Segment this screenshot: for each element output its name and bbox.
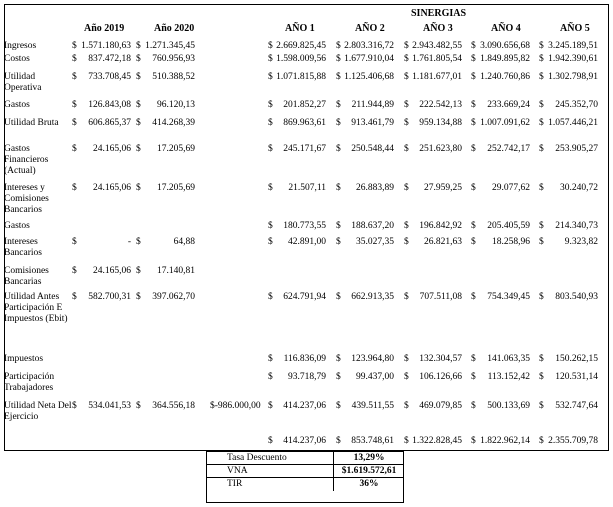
cell-a1: 414.237,06 bbox=[283, 436, 326, 446]
cell-a4: 29.077,62 bbox=[492, 183, 530, 193]
currency-symbol: $ bbox=[336, 144, 341, 154]
cell-y2019: 24.165,06 bbox=[93, 144, 131, 154]
cell-a4: 754.349,45 bbox=[487, 292, 530, 302]
currency-symbol: $ bbox=[136, 183, 141, 193]
cell-a1: 180.773,55 bbox=[283, 221, 326, 231]
cell-a3: 132.304,57 bbox=[419, 354, 462, 364]
cell-a3: 1.322.828,45 bbox=[412, 436, 462, 446]
cell-a3: 1.761.805,54 bbox=[412, 54, 462, 64]
currency-symbol: $ bbox=[336, 292, 341, 302]
currency-symbol: $ bbox=[72, 401, 77, 411]
cell-a3: 469.079,85 bbox=[419, 401, 462, 411]
currency-symbol: $ bbox=[336, 54, 341, 64]
currency-symbol: $ bbox=[404, 354, 409, 364]
cell-a4: 3.090.656,68 bbox=[480, 41, 530, 51]
currency-symbol: $ bbox=[268, 183, 273, 193]
cell-a5: 3.245.189,51 bbox=[548, 41, 598, 51]
currency-symbol: $ bbox=[268, 401, 273, 411]
currency-symbol: $ bbox=[268, 292, 273, 302]
currency-symbol: $ bbox=[404, 41, 409, 51]
currency-symbol: $ bbox=[336, 401, 341, 411]
cell-a4: 252.742,17 bbox=[487, 144, 530, 154]
currency-symbol: $ bbox=[336, 100, 341, 110]
row-label: Utilidad Antes Participación E Impuestos (Ebit) bbox=[4, 292, 68, 324]
cell-y2020: 760.956,93 bbox=[152, 54, 195, 64]
cell-a5: 1.942.390,61 bbox=[548, 54, 598, 64]
currency-symbol: $ bbox=[268, 237, 273, 247]
cell-a3: 251.623,80 bbox=[419, 144, 462, 154]
currency-symbol: $ bbox=[404, 100, 409, 110]
currency-symbol: $ bbox=[471, 354, 476, 364]
cell-a2: 662.913,35 bbox=[351, 292, 394, 302]
cell-y2020: 17.205,69 bbox=[157, 183, 195, 193]
currency-symbol: $ bbox=[136, 144, 141, 154]
currency-symbol: $ bbox=[72, 72, 77, 82]
currency-symbol: $ bbox=[268, 354, 273, 364]
cell-a2: 1.677.910,04 bbox=[344, 54, 394, 64]
currency-symbol: $ bbox=[539, 237, 544, 247]
cell-a5: 1.302.798,91 bbox=[548, 72, 598, 82]
cell-y2019: 24.165,06 bbox=[93, 183, 131, 193]
cell-y2020: 1.271.345,45 bbox=[145, 41, 195, 51]
currency-symbol: $ bbox=[336, 118, 341, 128]
cell-a2: 123.964,80 bbox=[351, 354, 394, 364]
currency-symbol: $ bbox=[268, 221, 273, 231]
summary-value: 13,29% bbox=[353, 453, 385, 463]
cell-a2: 188.637,20 bbox=[351, 221, 394, 231]
currency-symbol: $ bbox=[136, 54, 141, 64]
currency-symbol: $ bbox=[336, 183, 341, 193]
summary-row-discount bbox=[207, 451, 403, 465]
summary-value: $1.619.572,61 bbox=[341, 466, 397, 476]
summary-label: Tasa Descuento bbox=[227, 453, 287, 463]
currency-symbol: $ bbox=[539, 372, 544, 382]
currency-symbol: $ bbox=[404, 72, 409, 82]
cell-a2: 913.461,79 bbox=[351, 118, 394, 128]
currency-symbol: $ bbox=[539, 183, 544, 193]
cell-y2019: 1.571.180,63 bbox=[81, 41, 131, 51]
currency-symbol: $ bbox=[539, 54, 544, 64]
summary-row-vna bbox=[207, 464, 403, 478]
summary-row-tir bbox=[207, 477, 403, 491]
summary-box bbox=[206, 451, 404, 503]
currency-symbol: $ bbox=[471, 237, 476, 247]
currency-symbol: $ bbox=[336, 72, 341, 82]
currency-symbol: $ bbox=[336, 221, 341, 231]
currency-symbol: $ bbox=[72, 41, 77, 51]
cell-y2020: 96.120,13 bbox=[157, 100, 195, 110]
currency-symbol: $ bbox=[404, 401, 409, 411]
cell-a3: 27.959,25 bbox=[424, 183, 462, 193]
currency-symbol: $ bbox=[404, 292, 409, 302]
cell-y2019: 534.041,53 bbox=[88, 401, 131, 411]
currency-symbol: $ bbox=[404, 372, 409, 382]
cell-a5: 30.240,72 bbox=[560, 183, 598, 193]
currency-symbol: $ bbox=[471, 436, 476, 446]
cell-y2020: 17.205,69 bbox=[157, 144, 195, 154]
currency-symbol: $ bbox=[404, 237, 409, 247]
row-label: Utilidad Operativa bbox=[4, 72, 42, 93]
cell-a5: 1.057.446,21 bbox=[548, 118, 598, 128]
row-label: Utilidad Neta Del Ejercicio bbox=[4, 401, 72, 422]
currency-symbol: $ bbox=[539, 436, 544, 446]
cell-a1: 2.669.825,45 bbox=[276, 41, 326, 51]
cell-a1: 21.507,11 bbox=[288, 183, 326, 193]
currency-symbol: $ bbox=[336, 436, 341, 446]
cell-a5: 214.340,73 bbox=[555, 221, 598, 231]
currency-symbol: $ bbox=[471, 41, 476, 51]
cell-a3: 2.943.482,55 bbox=[412, 41, 462, 51]
currency-symbol: $ bbox=[136, 401, 141, 411]
cell-a3: 959.134,88 bbox=[419, 118, 462, 128]
currency-symbol: $ bbox=[539, 118, 544, 128]
cell-a5: 803.540,93 bbox=[555, 292, 598, 302]
row-label: Intereses Bancarios bbox=[4, 237, 42, 258]
currency-symbol: $ bbox=[471, 372, 476, 382]
cell-a3: 707.511,08 bbox=[419, 292, 462, 302]
cell-a4: 500.133,69 bbox=[487, 401, 530, 411]
cell-a1: 1.071.815,88 bbox=[276, 72, 326, 82]
currency-symbol: $ bbox=[471, 221, 476, 231]
currency-symbol: $ bbox=[336, 354, 341, 364]
currency-symbol: $ bbox=[471, 183, 476, 193]
currency-symbol: $ bbox=[136, 72, 141, 82]
currency-symbol: $ bbox=[539, 41, 544, 51]
currency-symbol: $ bbox=[404, 118, 409, 128]
row-label: Gastos bbox=[4, 100, 30, 110]
currency-symbol: $ bbox=[539, 354, 544, 364]
currency-symbol: $ bbox=[72, 237, 77, 247]
cell-a2: 439.511,55 bbox=[351, 401, 394, 411]
cell-y2020: 17.140,81 bbox=[157, 266, 195, 276]
header-ano-2: AÑO 2 bbox=[355, 23, 385, 34]
currency-symbol: $ bbox=[136, 292, 141, 302]
row-label: Participación Trabajadores bbox=[4, 372, 55, 393]
currency-symbol: $ bbox=[136, 118, 141, 128]
cell-a3: 26.821,63 bbox=[424, 237, 462, 247]
cell-a2: 99.437,00 bbox=[356, 372, 394, 382]
cell-a2: 1.125.406,68 bbox=[344, 72, 394, 82]
currency-symbol: $ bbox=[72, 54, 77, 64]
cell-a1: 245.171,67 bbox=[283, 144, 326, 154]
currency-symbol: $ bbox=[539, 144, 544, 154]
summary-value: 36% bbox=[359, 479, 379, 489]
currency-symbol: $ bbox=[471, 54, 476, 64]
cell-a1: 42.891,00 bbox=[288, 237, 326, 247]
currency-symbol: $ bbox=[268, 118, 273, 128]
cell-y2019: 733.708,45 bbox=[88, 72, 131, 82]
cell-y2020: 364.556,18 bbox=[152, 401, 195, 411]
cell-a4: 1.849.895,82 bbox=[480, 54, 530, 64]
cell-a4: 113.152,42 bbox=[487, 372, 530, 382]
currency-symbol: $ bbox=[136, 237, 141, 247]
currency-symbol: $ bbox=[268, 144, 273, 154]
cell-a2: 211.944,89 bbox=[351, 100, 394, 110]
currency-symbol: $ bbox=[471, 72, 476, 82]
row-label: Ingresos bbox=[4, 41, 37, 51]
currency-symbol: $ bbox=[268, 41, 273, 51]
currency-symbol: $ bbox=[72, 118, 77, 128]
cell-a2: 35.027,35 bbox=[356, 237, 394, 247]
row-label: Comisiones Bancarias bbox=[4, 266, 49, 287]
header-ano-5: AÑO 5 bbox=[560, 23, 590, 34]
header-year-2020: Año 2020 bbox=[154, 23, 195, 34]
currency-symbol: $ bbox=[136, 100, 141, 110]
cell-a5: 9.323,82 bbox=[564, 237, 598, 247]
row-label: Gastos bbox=[4, 221, 30, 231]
cell-a5: 2.355.709,78 bbox=[548, 436, 598, 446]
currency-symbol: $ bbox=[136, 41, 141, 51]
cell-a2: 2.803.316,72 bbox=[344, 41, 394, 51]
currency-symbol: $ bbox=[539, 401, 544, 411]
currency-symbol: $ bbox=[539, 221, 544, 231]
cell-y2019: 837.472,18 bbox=[88, 54, 131, 64]
currency-symbol: $ bbox=[404, 144, 409, 154]
cell-a1: 116.836,09 bbox=[283, 354, 326, 364]
cell-a4: 233.669,24 bbox=[487, 100, 530, 110]
currency-symbol: $ bbox=[268, 372, 273, 382]
cell-a5: 120.531,14 bbox=[555, 372, 598, 382]
currency-symbol: $ bbox=[268, 72, 273, 82]
currency-symbol: $ bbox=[471, 401, 476, 411]
currency-symbol: $ bbox=[404, 183, 409, 193]
row-label: Intereses y Comisiones Bancarios bbox=[4, 183, 49, 215]
cell-a1: 201.852,27 bbox=[283, 100, 326, 110]
cell-y2020: 414.268,39 bbox=[152, 118, 195, 128]
cell-a4: 1.007.091,62 bbox=[480, 118, 530, 128]
currency-symbol: $ bbox=[268, 54, 273, 64]
currency-symbol: $ bbox=[404, 54, 409, 64]
currency-symbol: $ bbox=[72, 100, 77, 110]
row-label: Utilidad Bruta bbox=[4, 118, 59, 128]
cell-a3: 1.181.677,01 bbox=[412, 72, 462, 82]
cell-a2: 250.548,44 bbox=[351, 144, 394, 154]
cell-a1: 414.237,06 bbox=[283, 401, 326, 411]
currency-symbol: $ bbox=[72, 144, 77, 154]
cell-y2019: 582.700,31 bbox=[88, 292, 131, 302]
cell-a5: 532.747,64 bbox=[555, 401, 598, 411]
cell-a1: 624.791,94 bbox=[283, 292, 326, 302]
row-label: Impuestos bbox=[4, 354, 44, 364]
cell-a4: 18.258,96 bbox=[492, 237, 530, 247]
cell-a4: 205.405,59 bbox=[487, 221, 530, 231]
header-year-2019: Año 2019 bbox=[84, 23, 125, 34]
row-label: Gastos Financieros (Actual) bbox=[4, 144, 49, 176]
cell-a4: 1.240.760,86 bbox=[480, 72, 530, 82]
currency-symbol: $ bbox=[268, 100, 273, 110]
cell-a5: 253.905,27 bbox=[555, 144, 598, 154]
cell-a3: 196.842,92 bbox=[419, 221, 462, 231]
currency-symbol: $ bbox=[336, 237, 341, 247]
currency-symbol: $ bbox=[471, 292, 476, 302]
currency-symbol: $ bbox=[539, 292, 544, 302]
currency-symbol: $ bbox=[471, 100, 476, 110]
header-ano-3: AÑO 3 bbox=[423, 23, 453, 34]
row-label: Costos bbox=[4, 54, 30, 64]
cell-a5: 245.352,70 bbox=[555, 100, 598, 110]
currency-symbol: $ bbox=[72, 292, 77, 302]
cell-a1: 93.718,79 bbox=[288, 372, 326, 382]
cell-y2020: 64,88 bbox=[173, 237, 195, 247]
currency-symbol: $ bbox=[336, 41, 341, 51]
currency-symbol: $ bbox=[471, 118, 476, 128]
cell-a1: 869.963,61 bbox=[283, 118, 326, 128]
cell-a2: 853.748,61 bbox=[351, 436, 394, 446]
currency-symbol: $ bbox=[471, 144, 476, 154]
cell-y2019: 126.843,08 bbox=[88, 100, 131, 110]
cell-a4: 1.822.962,14 bbox=[480, 436, 530, 446]
currency-symbol: $ bbox=[268, 436, 273, 446]
currency-symbol: $ bbox=[336, 372, 341, 382]
cell-a1: 1.598.009,56 bbox=[276, 54, 326, 64]
cell-y2020: 510.388,52 bbox=[152, 72, 195, 82]
currency-symbol: $ bbox=[539, 100, 544, 110]
currency-symbol: $ bbox=[72, 183, 77, 193]
currency-symbol: $ bbox=[136, 266, 141, 276]
summary-label: VNA bbox=[227, 466, 248, 476]
cell-y2020: 397.062,70 bbox=[152, 292, 195, 302]
currency-symbol: $ bbox=[72, 266, 77, 276]
cell-y2019: - bbox=[127, 237, 131, 247]
summary-label: TIR bbox=[227, 479, 243, 489]
header-ano-4: AÑO 4 bbox=[491, 23, 521, 34]
cell-y2019: 24.165,06 bbox=[93, 266, 131, 276]
cell-a3: 222.542,13 bbox=[419, 100, 462, 110]
cell-a3: 106.126,66 bbox=[419, 372, 462, 382]
header-ano-1: AÑO 1 bbox=[285, 23, 315, 34]
currency-symbol: $ bbox=[404, 221, 409, 231]
cell-initial-investment: $-986.000,00 bbox=[210, 401, 261, 411]
cell-a4: 141.063,35 bbox=[487, 354, 530, 364]
currency-symbol: $ bbox=[539, 72, 544, 82]
header-sinergias: SINERGIAS bbox=[411, 8, 467, 19]
cell-y2019: 606.865,37 bbox=[88, 118, 131, 128]
cell-a5: 150.262,15 bbox=[555, 354, 598, 364]
cell-a2: 26.883,89 bbox=[356, 183, 394, 193]
currency-symbol: $ bbox=[404, 436, 409, 446]
summary-divider bbox=[333, 478, 334, 491]
